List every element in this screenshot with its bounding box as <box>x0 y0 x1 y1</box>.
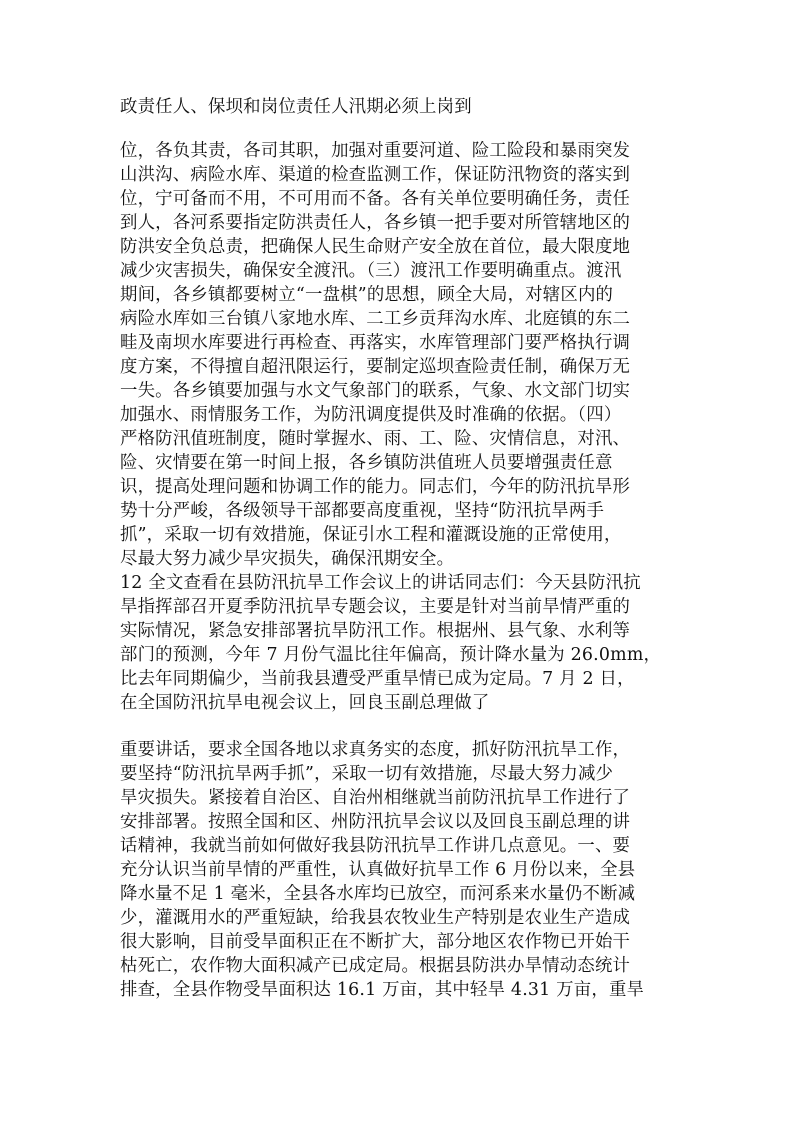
text-line: 到人，各河系要指定防洪责任人，各乡镇一把手要对所管辖地区的 <box>120 213 631 233</box>
text-line: 识，提高处理问题和协调工作的能力。同志们，今年的防汛抗旱形 <box>120 477 631 497</box>
text-line: 尽最大努力减少旱灾损失，确保汛期安全。 <box>120 549 455 569</box>
text-line: 重要讲话，要求全国各地以求真务实的态度，抓好防汛抗旱工作， <box>120 740 631 760</box>
text-line: 期间，各乡镇都要树立“一盘棋”的思想，顾全大局，对辖区内的 <box>120 285 614 305</box>
text-line: 充分认识当前旱情的严重性，认真做好抗旱工作 6 月份以来，全县 <box>120 860 636 880</box>
text-line: 病险水库如三台镇八家地水库、二工乡贡拜沟水库、北庭镇的东二 <box>120 309 631 329</box>
text-line: 降水量不足 1 毫米，全县各水库均已放空，而河系来水量仍不断减 <box>120 884 636 904</box>
text-line: 在全国防汛抗旱电视会议上，回良玉副总理做了 <box>120 693 490 713</box>
text-line: 旱指挥部召开夏季防汛抗旱专题会议，主要是针对当前旱情严重的 <box>120 597 631 617</box>
text-line: 要坚持“防汛抗旱两手抓”，采取一切有效措施，尽最大努力减少 <box>120 764 614 784</box>
text-line: 度方案，不得擅自超汛限运行，要制定巡坝查险责任制，确保万无 <box>120 357 631 377</box>
text-line: 加强水、雨情服务工作，为防汛调度提供及时准确的依据。（四） <box>120 405 622 425</box>
text-line: 畦及南坝水库要进行再检查、再落实，水库管理部门要严格执行调 <box>120 333 631 353</box>
text-line: 12 全文查看在县防汛抗旱工作会议上的讲话同志们：今天县防汛抗 <box>120 573 641 593</box>
text-line: 势十分严峻，各级领导干部都要高度重视，坚持“防汛抗旱两手 <box>120 501 605 521</box>
section-heading: 政责任人、保坝和岗位责任人汛期必须上岗到 <box>120 97 472 117</box>
text-line: 比去年同期偏少，当前我县遭受严重旱情已成为定局。7 月 2 日， <box>120 669 635 689</box>
text-line: 减少灾害损失，确保安全渡汛。（三）渡汛工作要明确重点。渡汛 <box>120 261 622 281</box>
text-line: 险、灾情要在第一时间上报，各乡镇防洪值班人员要增强责任意 <box>120 453 613 473</box>
text-line: 很大影响，目前受旱面积正在不断扩大，部分地区农作物已开始干 <box>120 932 631 952</box>
text-line: 一失。各乡镇要加强与水文气象部门的联系，气象、水文部门切实 <box>120 381 631 401</box>
text-line: 防洪安全负总责，把确保人民生命财产安全放在首位，最大限度地 <box>120 237 631 257</box>
text-line: 枯死亡，农作物大面积减产已成定局。根据县防洪办旱情动态统计 <box>120 956 631 976</box>
text-line: 严格防汛值班制度，随时掌握水、雨、工、险、灾情信息，对汛、 <box>120 429 631 449</box>
text-line: 旱灾损失。紧接着自治区、自治州相继就当前防汛抗旱工作进行了 <box>120 788 631 808</box>
text-line: 部门的预测，今年 7 月份气温比往年偏高，预计降水量为 26.0mm， <box>120 645 662 665</box>
text-line: 抓”，采取一切有效措施，保证引水工程和灌溉设施的正常使用， <box>120 525 622 545</box>
text-line: 山洪沟、病险水库、渠道的检查监测工作，保证防汛物资的落实到 <box>120 165 631 185</box>
text-line: 少，灌溉用水的严重短缺，给我县农牧业生产特别是农业生产造成 <box>120 908 631 928</box>
text-line: 位，宁可备而不用，不可用而不备。各有关单位要明确任务，责任 <box>120 189 631 209</box>
text-line: 位，各负其责，各司其职，加强对重要河道、险工险段和暴雨突发 <box>120 141 631 161</box>
text-line: 话精神，我就当前如何做好我县防汛抗旱工作讲几点意见。一、要 <box>120 836 631 856</box>
text-line: 实际情况，紧急安排部署抗旱防汛工作。根据州、县气象、水利等 <box>120 621 631 641</box>
text-line: 排查，全县作物受旱面积达 16.1 万亩，其中轻旱 4.31 万亩，重旱 <box>120 980 645 1000</box>
text-line: 安排部署。按照全国和区、州防汛抗旱会议以及回良玉副总理的讲 <box>120 812 631 832</box>
